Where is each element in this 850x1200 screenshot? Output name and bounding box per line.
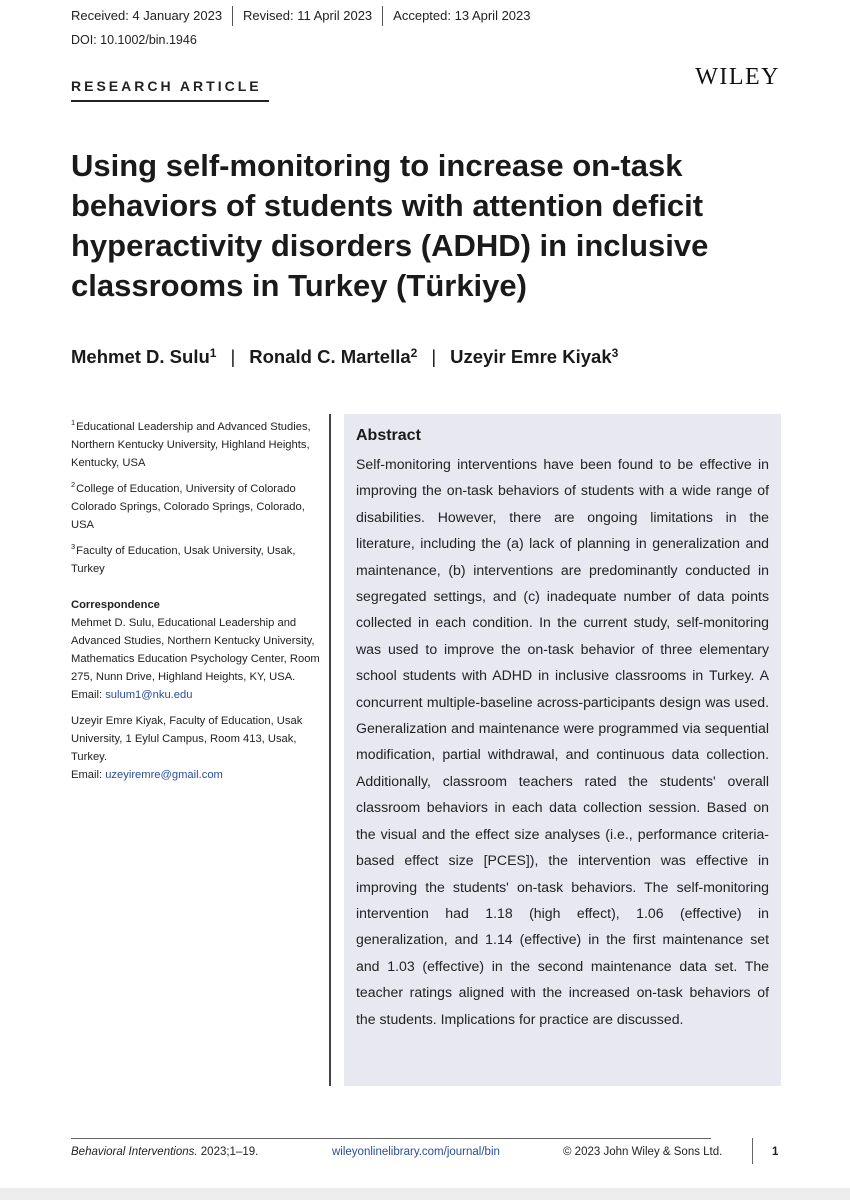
history-dates bbox=[71, 6, 541, 26]
journal-volume: 2023;1–19. bbox=[197, 1146, 259, 1158]
author-list bbox=[71, 346, 618, 368]
author-name[interactable]: Mehmet D. Sulu bbox=[71, 346, 210, 367]
column-divider bbox=[329, 414, 331, 1086]
author-affiliation-number: 3 bbox=[611, 346, 619, 360]
affiliation-number: 3 bbox=[71, 542, 76, 551]
author-name[interactable]: Uzeyir Emre Kiyak bbox=[450, 346, 612, 367]
accepted-date: Accepted: 13 April 2023 bbox=[393, 8, 531, 23]
viewer-bottom-strip bbox=[0, 1188, 850, 1200]
affiliation bbox=[71, 414, 327, 472]
affiliation bbox=[71, 476, 327, 534]
affiliation-number: 1 bbox=[71, 418, 76, 427]
abstract-text: Self-monitoring interventions have been found to be effective in improving the on-task behaviors of students with a wide range of disabilities. However, there are ongoing limitations in the literature, including the (a) lack of planning in generalization and maintenance, (b) interventions are predominantly conducted in segregated settings, and (c) inadequate number of data points collected in each condition. In the current study, self-monitoring was used to improve the on-task behavior of three elementary school students with ADHD in inclusive classrooms in Turkey. A concurrent multiple-baseline across-participants design was used. Generalization and maintenance were programmed via sequential modification, partial withdrawal, and continuous data collection. Additionally, classroom teachers rated the students' overall classroom behaviors in each data collection session. Based on the visual and the effect size analyses (i.e., performance criteria-based effect size [PCES]), the intervention was effective in improving the students' on-task behaviors. The self-monitoring intervention had 1.18 (high effect), 1.06 (effective) in generalization, and 1.14 (effective) in the first maintenance set and 1.03 (effective) in the second maintenance data set. The teacher ratings aligned with the increased on-task behaviors of the students. Implications for practice are discussed. bbox=[356, 456, 769, 1027]
abstract-box bbox=[344, 414, 781, 1086]
revised-date: Revised: 11 April 2023 bbox=[243, 8, 373, 23]
article-title: Using self-monitoring to increase on-task behaviors of students with attention deficit hyperactivity disorders (ADHD) in inclusive classrooms in Turkey (Türkiye) bbox=[71, 148, 709, 303]
email-label: Email: bbox=[71, 769, 106, 781]
affiliation-number: 2 bbox=[71, 480, 76, 489]
footer-journal-citation bbox=[71, 1146, 258, 1158]
email-link[interactable]: sulum1@nku.edu bbox=[105, 689, 193, 701]
correspondence-text: Uzeyir Emre Kiyak, Faculty of Education, Usak University, 1 Eylul Campus, Room 413, Usak, Turkey. bbox=[71, 715, 303, 763]
author-separator: | bbox=[230, 346, 236, 367]
doi: DOI: 10.1002/bin.1946 bbox=[71, 33, 197, 47]
page-number: 1 bbox=[772, 1146, 779, 1158]
affiliation bbox=[71, 538, 327, 578]
correspondence-text: Mehmet D. Sulu, Educational Leadership and Advanced Studies, Northern Kentucky University, Mathematics Education Psychology Center, Room 275, Nunn Drive, Highland Heights, KY, USA. bbox=[71, 617, 320, 683]
author-name[interactable]: Ronald C. Martella bbox=[249, 346, 411, 367]
journal-name: Behavioral Interventions. bbox=[71, 1146, 198, 1158]
affiliations-column bbox=[71, 414, 327, 792]
affiliation-text: Faculty of Education, Usak University, Usak, Turkey bbox=[71, 545, 296, 575]
author-affiliation-number: 2 bbox=[410, 346, 418, 360]
correspondence-entry bbox=[71, 712, 327, 784]
affiliation-text: Educational Leadership and Advanced Studies, Northern Kentucky University, Highland Heights, Kentucky, USA bbox=[71, 421, 311, 469]
correspondence-heading: Correspondence bbox=[71, 599, 160, 611]
author-separator: | bbox=[431, 346, 437, 367]
article-type-underline bbox=[71, 100, 269, 102]
article-type-label: RESEARCH ARTICLE bbox=[71, 78, 262, 94]
footer-journal-url[interactable]: wileyonlinelibrary.com/journal/bin bbox=[332, 1146, 500, 1158]
correspondence-entry bbox=[71, 614, 327, 704]
author-affiliation-number: 1 bbox=[209, 346, 217, 360]
email-label: Email: bbox=[71, 689, 106, 701]
received-date: Received: 4 January 2023 bbox=[71, 8, 223, 23]
affiliation-text: College of Education, University of Colorado Colorado Springs, Colorado Springs, Colorado, USA bbox=[71, 483, 305, 531]
footer-divider bbox=[752, 1138, 753, 1164]
abstract-heading: Abstract bbox=[356, 427, 421, 444]
footer-copyright: © 2023 John Wiley & Sons Ltd. bbox=[563, 1146, 723, 1158]
email-link[interactable]: uzeyiremre@gmail.com bbox=[105, 769, 223, 781]
publisher-logo: WILEY bbox=[695, 64, 780, 90]
footer-rule bbox=[71, 1138, 711, 1139]
